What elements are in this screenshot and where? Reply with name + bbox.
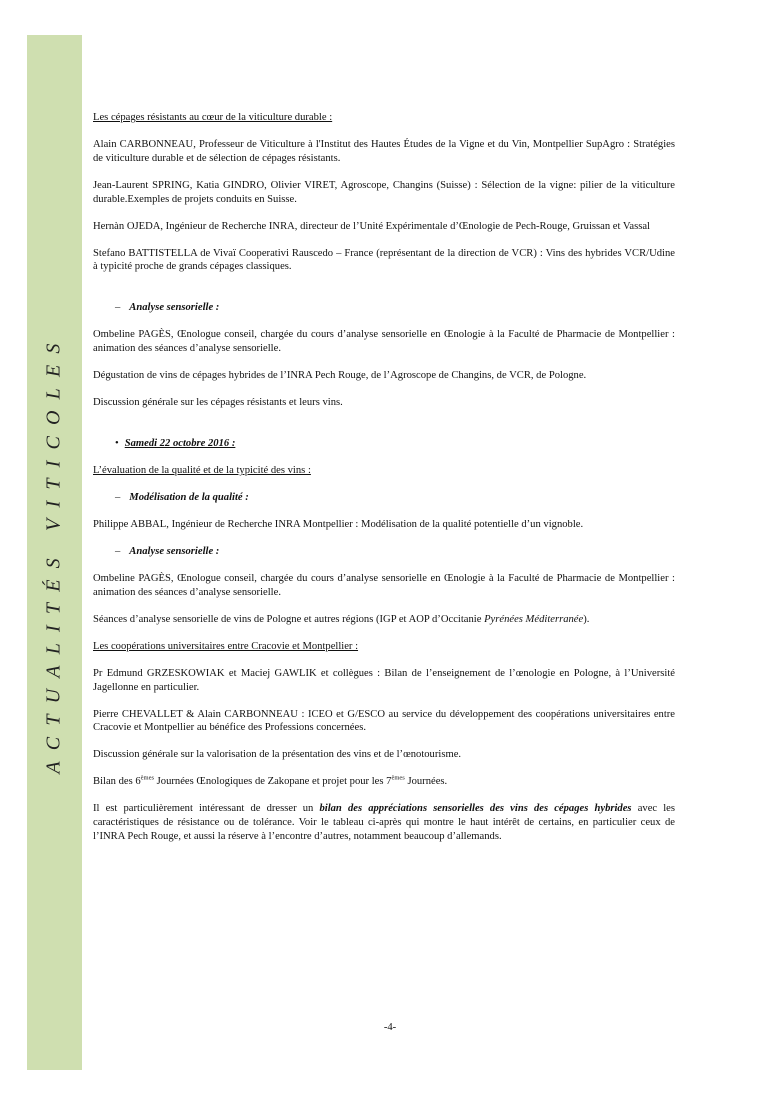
seances-suffix: ). xyxy=(583,613,590,625)
paragraph-abbal: Philippe ABBAL, Ingénieur de Recherche INRA Montpellier : Modélisation de la qualité potentielle d’un vignoble. xyxy=(93,519,584,530)
seances-italic: Pyrénées Méditerranée xyxy=(484,613,584,625)
seances-prefix: Séances d’analyse sensorielle de vins de Pologne et autres régions (IGP et AOP d’Occitanie xyxy=(93,613,485,625)
paragraph-battistella: Stefano BATTISTELLA de Vivaï Cooperativi Rauscedo – France (représentant de la direction de VCR) : Vins des hybrides VCR/Udine à typicité proche de grands cépages classiques. xyxy=(93,247,675,273)
subheading-analyse-1-text: Analyse sensorielle : xyxy=(129,302,220,314)
paragraph-seances xyxy=(93,613,675,627)
final-prefix: Il est particulièrement intéressant de dresser un xyxy=(93,803,320,815)
page-content xyxy=(93,111,675,857)
paragraph-bilan xyxy=(93,775,675,789)
paragraph-pages-2: Ombeline PAGÈS, Œnologue conseil, chargée du cours d’analyse sensorielle en Œnologie à la Faculté de Pharmacie de Montpellier : animation des séances d’analyse sensorielle. xyxy=(93,572,675,598)
section-heading-cepages: Les cépages résistants au cœur de la viticulture durable : xyxy=(93,112,333,123)
paragraph-discussion-1: Discussion générale sur les cépages résistants et leurs vins. xyxy=(93,397,343,409)
section-heading-evaluation: L’évaluation de la qualité et de la typicité des vins : xyxy=(93,465,311,477)
sidebar-label: ACTUALITÉS VITICOLES xyxy=(42,332,65,774)
page-number: -4- xyxy=(383,1022,397,1033)
final-suffix: avec les caractéristiques de résistance ou de tolérance. Voir le tableau ci-après qui montre le haut intérêt de certains, en particulier ceux de l’INRA Pech Rouge, et aussi la réserve à l’encontre d’autres, notamment beaucoup d’allemands. xyxy=(93,803,675,842)
dash-mark: – xyxy=(115,492,121,504)
paragraph-ojeda: Hernàn OJEDA, Ingénieur de Recherche INRA, directeur de l’Unité Expérimentale d’Œnologie de Pech-Rouge, Gruissan et Vassal xyxy=(93,220,650,232)
bilan-part-2: Journées Œnologiques de Zakopane et projet pour les 7 xyxy=(154,776,392,788)
subheading-modelisation-text: Modélisation de la qualité : xyxy=(129,492,249,504)
bullet-mark: • xyxy=(115,438,119,450)
section-heading-cooperations: Les coopérations universitaires entre Cracovie et Montpellier : xyxy=(93,640,359,652)
subheading-modelisation xyxy=(93,491,675,505)
bilan-part-1: Bilan des 6 xyxy=(93,776,141,788)
paragraph-chevallet: Pierre CHEVALLET & Alain CARBONNEAU : ICEO et G/ESCO au service du développement des coopérations universitaires entre Cracovie et Montpellier au bénéfice des Professions concernées. xyxy=(93,708,675,734)
paragraph-final xyxy=(93,802,675,843)
paragraph-discussion-2: Discussion générale sur la valorisation de la présentation des vins et de l’œnotourisme. xyxy=(93,749,462,761)
day-heading-samedi xyxy=(93,437,675,451)
subheading-analyse-2-text: Analyse sensorielle : xyxy=(129,545,220,557)
dash-mark: – xyxy=(115,545,121,557)
subheading-analyse-1 xyxy=(93,301,675,315)
paragraph-spring: Jean-Laurent SPRING, Katia GINDRO, Olivier VIRET, Agroscope, Changins (Suisse) : Sélection de la vigne: pilier de la viticulture durable.Exemples de projets conduits en Suisse. xyxy=(93,179,675,205)
final-bold: bilan des appréciations sensorielles des vins des cépages hybrides xyxy=(319,803,632,815)
day-heading-samedi-text: Samedi 22 octobre 2016 : xyxy=(124,438,236,450)
bilan-sup-2: èmes xyxy=(391,774,405,782)
bilan-part-3: Journées. xyxy=(404,776,448,788)
paragraph-degustation: Dégustation de vins de cépages hybrides de l’INRA Pech Rouge, de l’Agroscope de Changins, de VCR, de Pologne. xyxy=(93,370,587,382)
paragraph-grzeskowiak: Pr Edmund GRZESKOWIAK et Maciej GAWLIK et collègues : Bilan de l’enseignement de l’œnologie en Pologne, à l’Université Jagellonne en particulier. xyxy=(93,667,675,693)
bilan-sup-1: èmes xyxy=(140,774,155,782)
paragraph-carbonneau: Alain CARBONNEAU, Professeur de Viticulture à l'Institut des Hautes Études de la Vigne et du Vin, Montpellier SupAgro : Stratégies de viticulture durable et de sélection de cépages résistants. xyxy=(93,138,675,164)
subheading-analyse-2 xyxy=(93,545,675,559)
paragraph-pages-1: Ombeline PAGÈS, Œnologue conseil, chargée du cours d’analyse sensorielle en Œnologie à la Faculté de Pharmacie de Montpellier : animation des séances d’analyse sensorielle. xyxy=(93,329,675,355)
dash-mark: – xyxy=(115,302,121,314)
